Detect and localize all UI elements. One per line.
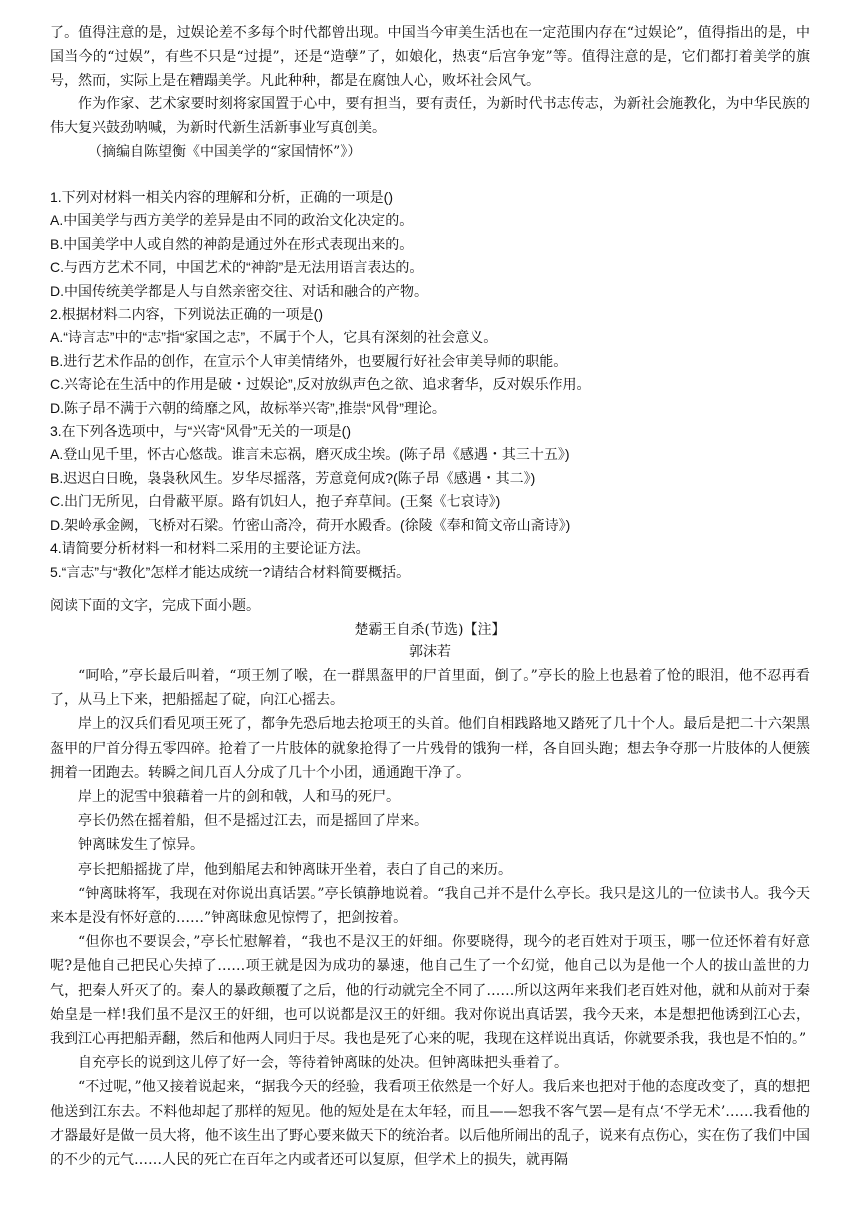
question-option: C.与西方艺术不同，中国艺术的“神韵”是无法用语言表达的。 xyxy=(50,259,424,276)
question-option: A.“诗言志”中的“志”指“家国之志”，不属于个人，它具有深刻的社会意义。 xyxy=(50,329,498,346)
question-line: 1.下列对材料一相关内容的理解和分析，正确的一项是() xyxy=(50,189,393,205)
question-option: D.中国传统美学都是人与自然亲密交往、对话和融合的产物。 xyxy=(50,282,428,299)
essay-paragraph: 了。值得注意的是，过娱论差不多每个时代都曾出现。中国当今审美生活也在一定范围内存在“过娱论”，值得指出的是，中国当今的“过娱”，有些不只是“过提”，还是“造孽”了，如娘化，热衷“后宫争宠”等。值得注意的是，它们都打着美学的旗号，然而，实际上是在糟蹋美学。凡此种种，都是在腐蚀人心，败坏社会风气。 xyxy=(50,25,810,89)
question-option: A.登山见千里，怀古心悠哉。谁言未忘祸，磨灭成尘埃。(陈子昂《感遇・其三十五》) xyxy=(50,446,570,463)
reading-paragraph: “呵哈，”亭长最后叫着，“项王刎了喉，在一群黑盔甲的尸首里面，倒了。”亭长的脸上也悬着了怆的眼泪，他不忍再看了，从马上下来，把船摇起了碇，向江心摇去。 xyxy=(50,668,810,709)
question-option: B.中国美学中人或自然的神韵是通过外在形式表现出来的。 xyxy=(50,235,414,252)
question-option: B.迟迟白日晚，袅袅秋风生。岁华尽摇落，芳意竟何成?(陈子昂《感遇・其二》) xyxy=(50,469,536,486)
question-option: C.兴寄论在生活中的作用是破・过娱论”,反对放纵声色之欲、追求奢华，反对娱乐作用。 xyxy=(50,376,591,393)
question-option: C.出门无所见，白骨蔽平原。路有饥妇人，抱子弃草间。(王粲《七哀诗》) xyxy=(50,493,501,510)
question-line: 5.“言志”与“教化”怎样才能达成统一?请结合材料简要概括。 xyxy=(50,563,411,580)
essay-paragraph: 作为作家、艺术家要时刻将家国置于心中，要有担当，要有责任，为新时代书志传志，为新社会施教化，为中华民族的伟大复兴鼓劲呐喊，为新时代新生活新事业写真创美。 xyxy=(50,96,810,137)
reading-author: 郭沫若 xyxy=(409,644,451,660)
reading-paragraph: “钟离昧将军，我现在对你说出真话罢。”亭长镇静地说着。“我自己并不是什么亭长。我只是这儿的一位读书人。我今天来本是没有怀好意的……”钟离昧愈见惊愕了，把剑按着。 xyxy=(50,885,810,927)
question-option: D.架岭承金阙，飞桥对石梁。竹密山斋冷，荷开水殿香。(徐陵《奉和简文帝山斋诗》) xyxy=(50,516,571,533)
question-line: 2.根据材料二内容，下列说法正确的一项是() xyxy=(50,306,323,323)
question-option: D.陈子昂不满于六朝的绮靡之风，故标举兴寄”,推崇“风骨”理论。 xyxy=(50,399,446,416)
essay-source: （摘编自陈望衡《中国美学的“家国情怀”》） xyxy=(88,143,362,160)
question-option: A.中国美学与西方美学的差异是由不同的政治文化决定的。 xyxy=(50,212,414,229)
reading-paragraph: 亭长把船摇拢了岸，他到船尾去和钟离昧开坐着，表白了自己的来历。 xyxy=(78,861,512,878)
reading-paragraph: 亭长仍然在摇着船，但不是摇过江去，而是摇回了岸来。 xyxy=(78,813,428,830)
reading-paragraph: 自充亭长的说到这儿停了好一会，等待着钟离昧的处决。但钟离昧把头垂着了。 xyxy=(78,1055,568,1072)
reading-paragraph: “不过呢，”他又接着说起来，“据我今天的经验，我看项王依然是一个好人。我后来也把对于他的态度改变了，真的想把他送到江东去。不料他却起了那样的短见。他的短处是在太年轻，而且——恕我不客气罢—是有点‘不学无术’……我看他的才器最好是做一员大将，他不该生出了野心要来做天下的统治者。以后他所闹出的乱子，说来有点伤心，实在伤了我们中国的不少的元气……人民的死亡在百年之内或者还可以复原，但学术上的损失，就再隔 xyxy=(50,1079,810,1169)
reading-paragraph: 钟离昧发生了惊异。 xyxy=(78,837,204,854)
reading-body xyxy=(50,664,810,1172)
question-line: 4.请简要分析材料一和材料二采用的主要论证方法。 xyxy=(50,540,370,557)
essay-tail xyxy=(50,22,810,165)
reading-paragraph: 岸上的汉兵们看见项王死了，都争先恐后地去抢项王的头首。他们自相践路地又踏死了几十个人。最后是把二十六架黑盔甲的尸首分得五零四碎。抢着了一片肢体的就象抢得了一片残骨的饿狗一样，各自回头跑；想去争夺那一片肢体的人便簇拥着一团跑去。转瞬之间几百人分成了几十个小团，通通跑干净了。 xyxy=(50,716,810,781)
reading-paragraph: 岸上的泥雪中狼藉着一片的剑和戟，人和马的死尸。 xyxy=(78,789,400,806)
question-line: 3.在下列各选项中，与“兴寄“风骨”无关的一项是() xyxy=(50,423,351,440)
question-list xyxy=(50,186,810,584)
question-option: B.进行艺术作品的创作，在宣示个人审美情绪外，也要履行好社会审美导师的职能。 xyxy=(50,352,568,369)
reading-paragraph: “但你也不要误会，”亭长忙慰解着，“我也不是汉王的奸细。你要晓得，现今的老百姓对于项玉，哪一位还怀着有好意呢?是他自己把民心失掉了……项王就是因为成功的暴速，他自己生了一个幻觉，他自己以为是他一个人的拔山盖世的力气，把秦人歼灭了的。秦人的暴政颠覆了之后，他的行动就完全不同了……所以这两年来我们老百姓对他，就和从前对于秦始皇是一样!我们虽不是汉王的奸细，也可以说都是汉王的奸细。我对你说出真话罢，我今天来，本是想把他诱到江心去，我到江心再把船弄翻，然后和他两人同归于尽。我也是死了心来的呢，我现在这样说出真话，你就要杀我，我也是不怕的。” xyxy=(50,934,810,1048)
reading-title: 楚霸王自杀(节选)【注】 xyxy=(354,622,506,638)
reading-intro: 阅读下面的文字，完成下面小题。 xyxy=(50,597,260,613)
